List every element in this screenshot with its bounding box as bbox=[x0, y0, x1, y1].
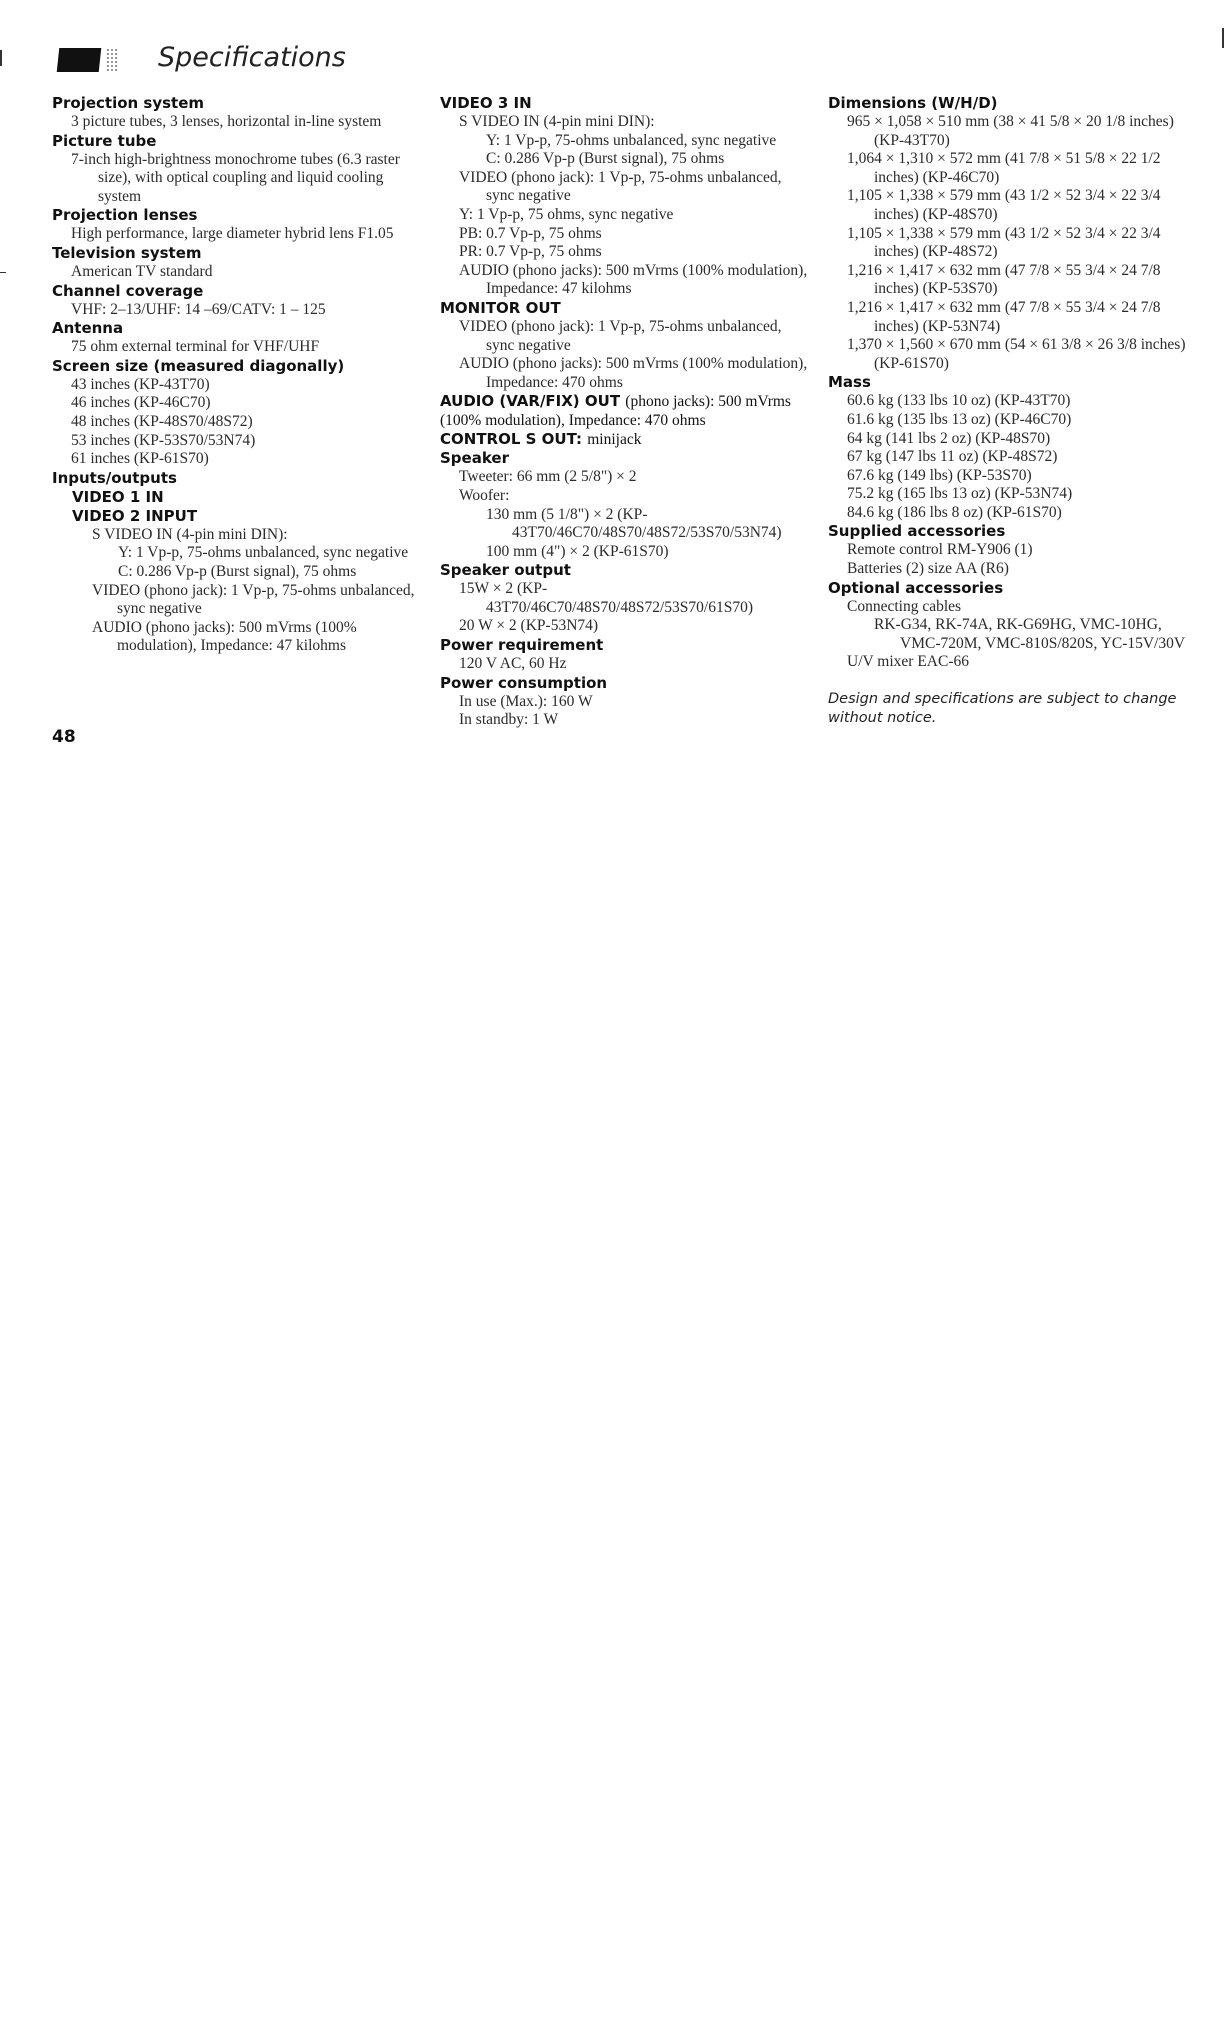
spec-line: VIDEO (phono jack): 1 Vp-p, 75-ohms unbalanced, sync negative bbox=[459, 317, 782, 354]
spec-section-picture-tube bbox=[52, 132, 422, 207]
spec-line: 60.6 kg (133 lbs 10 oz) (KP-43T70) bbox=[847, 392, 1071, 410]
spec-section-audio-var-fix-out bbox=[440, 392, 812, 430]
halftone-dots-icon bbox=[106, 48, 118, 72]
spec-line: 75.2 kg (165 lbs 13 oz) (KP-53N74) bbox=[847, 485, 1073, 503]
spec-heading bbox=[52, 469, 422, 488]
spec-line: 1,216 × 1,417 × 632 mm (47 7/8 × 55 3/4 × 24 7/8 inches) (KP-53N74) bbox=[847, 298, 1161, 335]
spec-line: VIDEO (phono jack): 1 Vp-p, 75-ohms unbalanced, sync negative bbox=[459, 168, 782, 205]
spec-section-control-s-out bbox=[440, 430, 812, 449]
spec-section-monitor-out bbox=[440, 299, 812, 392]
spec-heading-text: Power requirement bbox=[440, 636, 604, 655]
spec-line: Woofer: bbox=[459, 486, 510, 504]
spec-column-1 bbox=[52, 94, 422, 656]
spec-line: Remote control RM-Y906 (1) bbox=[847, 541, 1033, 559]
spec-line: 61.6 kg (135 lbs 13 oz) (KP-46C70) bbox=[847, 410, 1072, 428]
spec-heading bbox=[52, 357, 422, 376]
spec-heading-text: Television system bbox=[52, 243, 202, 262]
spec-line: 1,105 × 1,338 × 579 mm (43 1/2 × 52 3/4 × 22 3/4 inches) (KP-48S70) bbox=[847, 187, 1161, 223]
spec-heading-text: Projection system bbox=[52, 94, 205, 112]
spec-heading-text: Channel coverage bbox=[52, 281, 204, 300]
spec-section-power-consumption bbox=[440, 674, 812, 730]
spec-line: 1,064 × 1,310 × 572 mm (41 7/8 × 51 5/8 × 22 1/2 inches) (KP-46C70) bbox=[847, 150, 1161, 186]
spec-line: Batteries (2) size AA (R6) bbox=[847, 560, 1009, 578]
spec-heading bbox=[440, 636, 812, 655]
spec-line: 130 mm (5 1/8") × 2 (KP-43T70/46C70/48S70/48S72/53S70/53N74) bbox=[486, 505, 782, 542]
spec-section-video-2-input bbox=[52, 507, 422, 656]
spec-line: AUDIO (phono jacks): 500 mVrms (100% modulation), Impedance: 47 kilohms bbox=[459, 261, 808, 298]
spec-inline-value: (phono jacks): 500 mVrms (100% modulation), Impedance: 470 ohms bbox=[440, 393, 791, 430]
spec-line: 7-inch high-brightness monochrome tubes (6.3 raster size), with optical coupling and liquid cooling system bbox=[71, 150, 400, 205]
spec-heading bbox=[52, 94, 422, 113]
spec-inline-value: minijack bbox=[587, 431, 642, 449]
spec-line: AUDIO (phono jacks): 500 mVrms (100% modulation), Impedance: 47 kilohms bbox=[92, 618, 357, 655]
spec-line: Y: 1 Vp-p, 75-ohms unbalanced, sync negative bbox=[486, 131, 777, 149]
spec-heading bbox=[440, 674, 812, 693]
spec-line: C: 0.286 Vp-p (Burst signal), 75 ohms bbox=[118, 562, 357, 580]
spec-line: AUDIO (phono jacks): 500 mVrms (100% modulation), Impedance: 470 ohms bbox=[459, 355, 808, 391]
spec-heading bbox=[440, 299, 812, 318]
spec-line: 1,370 × 1,560 × 670 mm (54 × 61 3/8 × 26 3/8 inches) (KP-61S70) bbox=[847, 336, 1186, 372]
spec-line: PB: 0.7 Vp-p, 75 ohms bbox=[459, 224, 602, 242]
spec-heading-text: Screen size (measured diagonally) bbox=[52, 356, 345, 375]
spec-line: C: 0.286 Vp-p (Burst signal), 75 ohms bbox=[486, 150, 725, 168]
spec-line: 100 mm (4") × 2 (KP-61S70) bbox=[486, 542, 669, 560]
spec-line: S VIDEO IN (4-pin mini DIN): bbox=[92, 525, 288, 543]
spec-line: 3 picture tubes, 3 lenses, horizontal in-line system bbox=[71, 113, 382, 130]
spec-line: 61 inches (KP-61S70) bbox=[71, 450, 209, 468]
spec-line: 67.6 kg (149 lbs) (KP-53S70) bbox=[847, 466, 1032, 484]
spec-line: 20 W × 2 (KP-53N74) bbox=[459, 617, 599, 635]
spec-line: 1,216 × 1,417 × 632 mm (47 7/8 × 55 3/4 × 24 7/8 inches) (KP-53S70) bbox=[847, 261, 1161, 298]
spec-heading bbox=[72, 488, 422, 507]
spec-line: VHF: 2–13/UHF: 14 –69/CATV: 1 – 125 bbox=[71, 300, 326, 318]
edge-mark-left bbox=[0, 50, 2, 66]
spec-line: 67 kg (147 lbs 11 oz) (KP-48S72) bbox=[847, 448, 1058, 466]
spec-line: Y: 1 Vp-p, 75-ohms unbalanced, sync negative bbox=[118, 544, 409, 562]
spec-line: 64 kg (141 lbs 2 oz) (KP-48S70) bbox=[847, 429, 1051, 447]
spec-section-video-1-in bbox=[52, 488, 422, 507]
spec-section-projection-lenses bbox=[52, 206, 422, 244]
spec-heading-text: Supplied accessories bbox=[828, 522, 1006, 541]
spec-heading bbox=[440, 430, 812, 449]
spec-line: American TV standard bbox=[71, 262, 213, 280]
spec-section-dimensions-w-h-d bbox=[828, 94, 1198, 373]
spec-heading bbox=[440, 94, 812, 113]
spec-section-mass bbox=[828, 373, 1198, 522]
spec-line: Tweeter: 66 mm (2 5/8") × 2 bbox=[459, 468, 637, 486]
spec-heading bbox=[52, 206, 422, 225]
spec-line: Y: 1 Vp-p, 75 ohms, sync negative bbox=[459, 205, 674, 223]
spec-heading-text: Speaker bbox=[440, 449, 509, 468]
spec-section-channel-coverage bbox=[52, 282, 422, 320]
spec-line: 15W × 2 (KP-43T70/46C70/48S70/48S72/53S70/61S70) bbox=[459, 580, 753, 616]
spec-line: 75 ohm external terminal for VHF/UHF bbox=[71, 338, 320, 356]
spec-line: 46 inches (KP-46C70) bbox=[71, 394, 211, 412]
spec-line: In use (Max.): 160 W bbox=[459, 692, 593, 710]
spec-line: U/V mixer EAC-66 bbox=[847, 653, 969, 671]
spec-section-power-requirement bbox=[440, 636, 812, 674]
page-title: Specifications bbox=[158, 42, 346, 73]
spec-heading bbox=[72, 507, 422, 526]
spec-heading bbox=[440, 561, 812, 580]
spec-section-supplied-accessories bbox=[828, 522, 1198, 578]
section-marker-icon bbox=[57, 48, 102, 72]
spec-line: 84.6 kg (186 lbs 8 oz) (KP-61S70) bbox=[847, 503, 1062, 521]
spec-section-speaker-output bbox=[440, 561, 812, 636]
spec-heading bbox=[828, 94, 1198, 113]
spec-heading-text: Speaker output bbox=[440, 561, 571, 580]
spec-section-television-system bbox=[52, 244, 422, 282]
spec-line: VIDEO (phono jack): 1 Vp-p, 75-ohms unbalanced, sync negative bbox=[92, 581, 415, 618]
spec-heading bbox=[828, 579, 1198, 598]
spec-heading-text: AUDIO (VAR/FIX) OUT bbox=[440, 392, 621, 411]
spec-line: High performance, large diameter hybrid lens F1.05 bbox=[71, 225, 394, 243]
spec-line: 43 inches (KP-43T70) bbox=[71, 375, 210, 393]
spec-line: 48 inches (KP-48S70/48S72) bbox=[71, 412, 253, 430]
spec-section-optional-accessories bbox=[828, 579, 1198, 672]
spec-line: Connecting cables bbox=[847, 597, 962, 615]
spec-heading-text: Antenna bbox=[52, 319, 124, 338]
spec-heading-text: CONTROL S OUT: bbox=[440, 430, 582, 449]
spec-section-inputs-outputs bbox=[52, 469, 422, 488]
spec-heading-text: VIDEO 3 IN bbox=[440, 94, 532, 112]
spec-section-screen-size-measured-diagonally bbox=[52, 357, 422, 469]
spec-line: 965 × 1,058 × 510 mm (38 × 41 5/8 × 20 1/8 inches) (KP-43T70) bbox=[847, 113, 1174, 149]
spec-heading-text: Mass bbox=[828, 373, 871, 392]
spec-line: In standby: 1 W bbox=[459, 711, 559, 729]
spec-heading-text: Dimensions (W/H/D) bbox=[828, 94, 998, 112]
change-notice: Design and specifications are subject to change without notice. bbox=[828, 691, 1177, 727]
spec-heading bbox=[440, 449, 812, 468]
spec-section-antenna bbox=[52, 319, 422, 357]
spec-column-3 bbox=[828, 94, 1198, 728]
spec-section-projection-system bbox=[52, 94, 422, 132]
page-number: 48 bbox=[52, 727, 76, 747]
spec-section-speaker bbox=[440, 449, 812, 561]
spec-heading-text: Picture tube bbox=[52, 131, 157, 150]
spec-heading bbox=[52, 244, 422, 263]
spec-heading-text: MONITOR OUT bbox=[440, 298, 561, 317]
spec-heading-text: Projection lenses bbox=[52, 206, 198, 225]
spec-heading bbox=[52, 132, 422, 151]
edge-mark-right bbox=[1222, 28, 1224, 48]
spec-line: RK-G34, RK-74A, RK-G69HG, VMC-10HG, VMC-720M, VMC-810S/820S, YC-15V/30V bbox=[874, 616, 1186, 652]
spec-heading bbox=[828, 373, 1198, 392]
spec-heading-text: Inputs/outputs bbox=[52, 468, 177, 487]
spec-line: 1,105 × 1,338 × 579 mm (43 1/2 × 52 3/4 × 22 3/4 inches) (KP-48S72) bbox=[847, 224, 1161, 261]
spec-heading-text: Optional accessories bbox=[828, 578, 1004, 597]
spec-section-video-3-in bbox=[440, 94, 812, 299]
spec-column-2 bbox=[440, 94, 812, 730]
spec-heading-text: VIDEO 2 INPUT bbox=[72, 506, 198, 525]
spec-line: 120 V AC, 60 Hz bbox=[459, 655, 567, 673]
spec-heading bbox=[52, 282, 422, 301]
spec-line: PR: 0.7 Vp-p, 75 ohms bbox=[459, 243, 602, 261]
spec-heading-text: Power consumption bbox=[440, 673, 608, 692]
spec-heading-text: VIDEO 1 IN bbox=[72, 487, 164, 506]
spec-heading bbox=[52, 319, 422, 338]
edge-mark-left-mid bbox=[0, 272, 6, 273]
spec-line: S VIDEO IN (4-pin mini DIN): bbox=[459, 113, 655, 130]
spec-heading bbox=[440, 392, 812, 430]
spec-line: 53 inches (KP-53S70/53N74) bbox=[71, 431, 256, 449]
spec-heading bbox=[828, 522, 1198, 541]
